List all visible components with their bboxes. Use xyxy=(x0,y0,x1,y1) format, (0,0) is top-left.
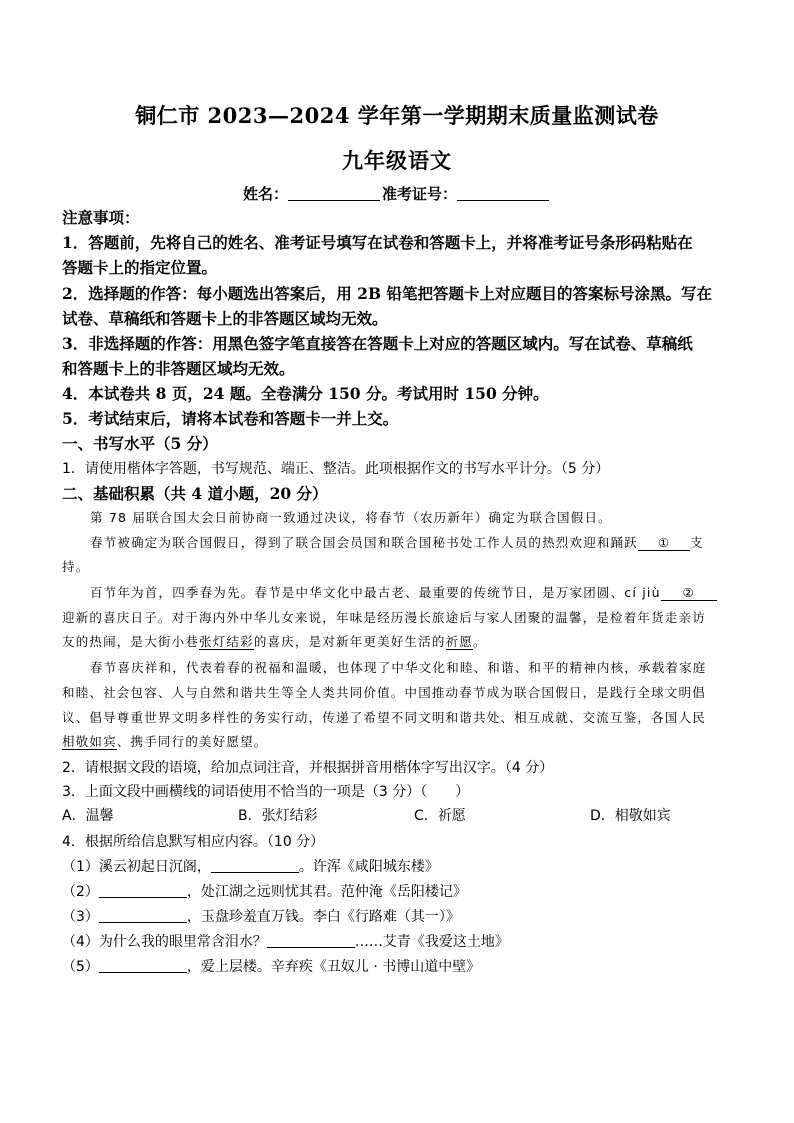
note-1-line-2: 答题卡上的指定位置。 xyxy=(62,258,218,277)
q4-1-answer-blank[interactable] xyxy=(211,858,299,873)
blank-2[interactable]: ② xyxy=(661,585,717,601)
note-5: 5．考试结束后，请将本试卷和答题卡一并上交。 xyxy=(62,409,399,428)
q4-2-answer-blank[interactable] xyxy=(99,883,187,898)
question-3: 3．上面文段中画横线的词语使用不恰当的一项是（3 分）（ ） xyxy=(62,784,470,800)
passage-text: 友的热闹，是大街小巷 xyxy=(62,634,200,649)
name-label: 姓名： xyxy=(242,185,288,203)
question-4-5 xyxy=(62,956,480,976)
underlined-word-zhangdengjiecai: 张灯结彩 xyxy=(199,634,254,649)
passage-para-4-line-1: 春节喜庆祥和，代表着春的祝福和温暖，也体现了中华文化和睦、和谐、和平的精神内核，承载着家庭 xyxy=(90,660,707,675)
exam-no-label: 准考证号： xyxy=(382,185,458,203)
underlined-word-xiangjingrubin: 相敬如宾 xyxy=(62,734,117,749)
q4-4-answer-blank[interactable] xyxy=(267,933,355,948)
question-1: 1．请使用楷体字答题，书写规范、端正、整洁。此项根据作文的书写水平计分。（5 分） xyxy=(62,461,610,477)
q4-3-source: ，玉盘珍羞直万钱。李白《行路难（其一）》 xyxy=(186,909,460,925)
passage-text: 的喜庆，是对新年更美好生活的 xyxy=(253,634,446,649)
passage-para-1: 第 78 届联合国大会日前协商一致通过决议，将春节（农历新年）确定为联合国假日。 xyxy=(90,510,612,525)
section-1-heading: 一、书写水平（5 分） xyxy=(62,434,218,453)
candidate-info-line xyxy=(0,183,794,204)
q4-2-source: ，处江湖之远则忧其君。范仲淹《岳阳楼记》 xyxy=(186,884,467,900)
q4-5-prompt: （5） xyxy=(62,959,99,975)
q4-4-prompt: （4）为什么我的眼里常含泪水？ xyxy=(62,934,267,950)
passage-text: 、携手同行的美好愿望。 xyxy=(116,734,268,749)
passage-text: 百节年为首，四季春为先。春节是中华文化中最古老、最重要的传统节日，是万家团圆、cí jiù xyxy=(90,585,661,600)
q4-3-answer-blank[interactable] xyxy=(99,908,187,923)
q4-1-source: 。许浑《咸阳城东楼》 xyxy=(298,859,439,875)
option-c[interactable]: C．祈愿 xyxy=(414,808,466,824)
passage-text: 。 xyxy=(473,634,487,649)
passage-para-4-line-2: 和睦、社会包容、人与自然和谐共生等全人类共同价值。中国推动春节成为联合国假日，是践行全球文明倡 xyxy=(62,685,706,700)
section-2-heading: 二、基础积累（共 4 道小题，20 分） xyxy=(62,484,328,503)
question-4: 4．根据所给信息默写相应内容。（10 分） xyxy=(62,834,325,850)
passage-para-3-line-2: 迎新的喜庆日子。对于海内外中华儿女来说，年味是经历漫长旅途后与家人团聚的温馨，是检着年货走亲访 xyxy=(62,610,706,625)
blank-1[interactable]: ① xyxy=(638,535,690,551)
passage-para-3-line-3 xyxy=(62,632,732,650)
question-2: 2．请根据文段的语境，给加点词注音，并根据拼音用楷体字写出汉字。（4 分） xyxy=(62,760,554,776)
question-4-3 xyxy=(62,906,460,926)
passage-text: 支 xyxy=(690,535,704,550)
q4-1-prompt: （1）溪云初起日沉阁， xyxy=(62,859,211,875)
note-2-line-2: 试卷、草稿纸和答题卡上的非答题区域均无效。 xyxy=(62,309,388,328)
question-4-2 xyxy=(62,881,467,901)
exam-no-blank[interactable] xyxy=(457,186,549,201)
note-2-line-1: 2．选择题的作答：每小题选出答案后，用 2B 铅笔把答题卡上对应题目的答案标号涂黑。写在 xyxy=(62,284,712,303)
note-4: 4．本试卷共 8 页，24 题。全卷满分 150 分。考试用时 150 分钟。 xyxy=(62,384,549,403)
notes-heading: 注意事项： xyxy=(62,208,140,227)
passage-para-4-line-4 xyxy=(62,732,732,750)
option-b[interactable]: B．张灯结彩 xyxy=(238,808,318,824)
note-1-line-1: 1．答题前，先将自己的姓名、准考证号填写在试卷和答题卡上，并将准考证号条形码粘贴在 xyxy=(62,233,693,252)
passage-para-4-line-3: 议、倡导尊重世界文明多样性的务实行动，传递了希望不同文明和谐共处、相互成就、交流互鉴，各国人民 xyxy=(62,710,706,725)
q4-2-prompt: （2） xyxy=(62,884,99,900)
option-a[interactable]: A．温馨 xyxy=(62,808,114,824)
q4-5-source: ，爱上层楼。辛弃疾《丑奴儿 · 书博山道中壁》 xyxy=(186,959,481,975)
note-3-line-2: 和答题卡上的非答题区域均无效。 xyxy=(62,359,295,378)
question-4-1 xyxy=(62,856,439,876)
passage-text: 春节被确定为联合国假日，得到了联合国会员国和联合国秘书处工作人员的热烈欢迎和踊跃 xyxy=(90,535,639,550)
q4-4-source: ……艾青《我爱这土地》 xyxy=(354,934,509,950)
question-4-4 xyxy=(62,931,509,951)
q4-3-prompt: （3） xyxy=(62,909,99,925)
underlined-word-qiyuan: 祈愿 xyxy=(445,634,474,649)
exam-title: 铜仁市 2023—2024 学年第一学期期末质量监测试卷 xyxy=(135,103,659,128)
q4-5-answer-blank[interactable] xyxy=(99,958,187,973)
passage-para-3-line-1 xyxy=(90,583,740,601)
passage-para-2-line-2: 持。 xyxy=(62,559,90,574)
option-d[interactable]: D．相敬如宾 xyxy=(590,808,671,824)
subject-title: 九年级语文 xyxy=(342,148,452,173)
note-3-line-1: 3．非选择题的作答：用黑色签字笔直接答在答题卡上对应的答题区域内。写在试卷、草稿纸 xyxy=(62,334,693,353)
name-blank[interactable] xyxy=(288,186,380,201)
passage-para-2-line-1 xyxy=(90,533,740,551)
